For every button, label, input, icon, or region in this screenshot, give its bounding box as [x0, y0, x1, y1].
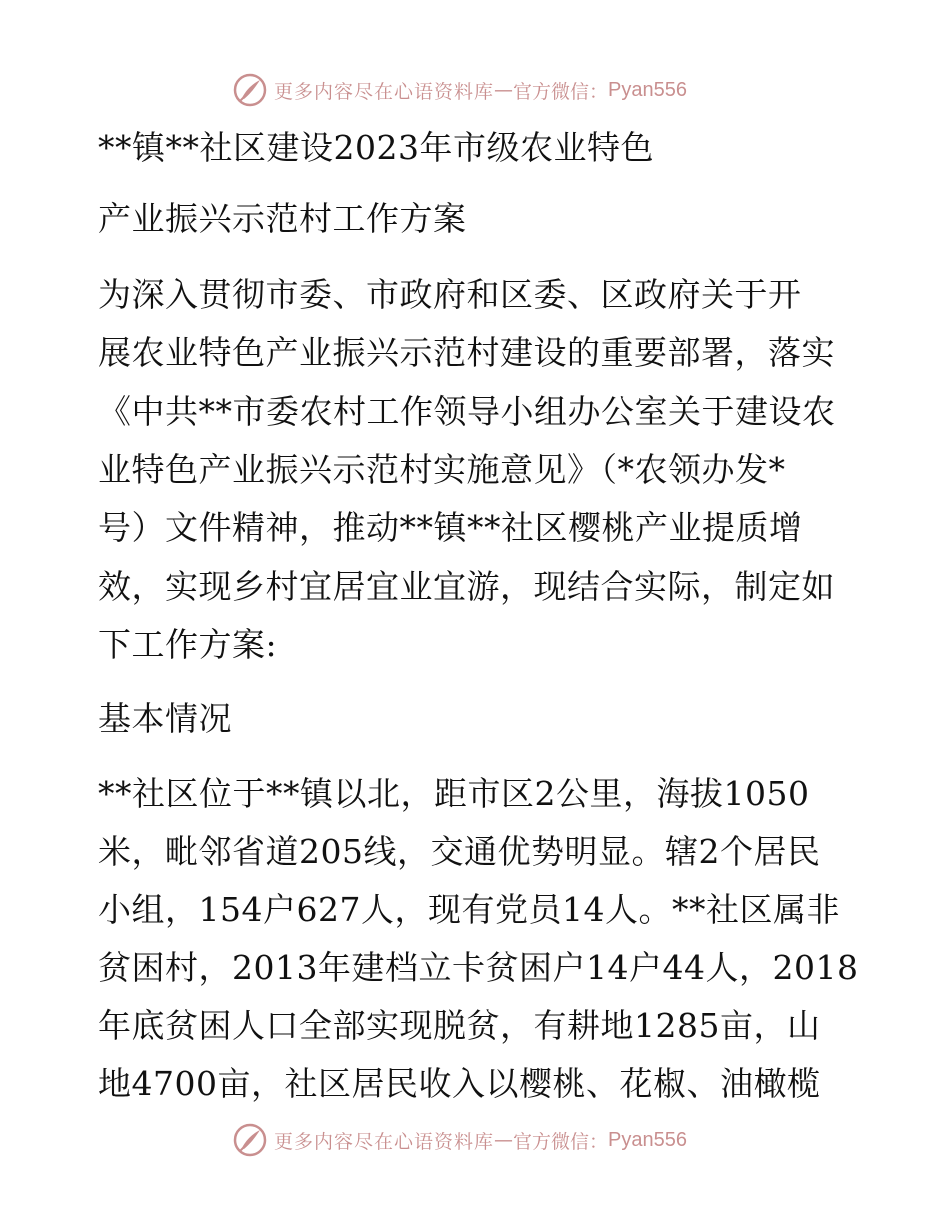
paragraph-line: 业特色产业振兴示范村实施意见》（*农领办发*	[98, 450, 786, 489]
paragraph-line: 贫困村，2013年建档立卡贫困户14户44人，2018	[98, 948, 859, 987]
watermark-label: 官方微信：	[513, 1130, 609, 1153]
watermark-separator: —	[494, 1129, 514, 1151]
paragraph-line: 展农业特色产业振兴示范村建设的重要部署，落实	[98, 333, 835, 372]
section-heading: 基本情况	[98, 699, 232, 738]
quill-logo-icon	[232, 1122, 268, 1158]
paragraph-line: 米，毗邻省道205线，交通优势明显。辖2个居民	[98, 832, 821, 871]
paragraph-line: 年底贫困人口全部实现脱贫，有耕地1285亩，山	[98, 1006, 821, 1045]
watermark-separator: —	[494, 79, 514, 101]
watermark-main-text: 更多内容尽在心语资料库	[274, 1130, 495, 1153]
paragraph-line: 为深入贯彻市委、市政府和区委、区政府关于开	[98, 275, 802, 314]
paragraph-line: 地4700亩，社区居民收入以樱桃、花椒、油橄榄	[98, 1064, 821, 1103]
paragraph-line: 《中共**市委农村工作领导小组办公室关于建设农	[98, 392, 836, 431]
watermark-footer	[232, 1120, 687, 1160]
watermark-header	[232, 70, 687, 110]
watermark-wechat-id: Pyan556	[608, 78, 687, 101]
paragraph-line: 号）文件精神，推动**镇**社区樱桃产业提质增	[98, 508, 803, 547]
paragraph-line: 下工作方案:	[98, 625, 278, 664]
paragraph-line: **社区位于**镇以北，距市区2公里，海拔1050	[98, 774, 810, 813]
watermark-main-text: 更多内容尽在心语资料库	[274, 80, 495, 103]
watermark-label: 官方微信：	[513, 80, 609, 103]
quill-logo-icon	[232, 72, 268, 108]
watermark-wechat-id: Pyan556	[608, 1128, 687, 1151]
paragraph-line: 小组，154户627人，现有党员14人。**社区属非	[98, 890, 840, 929]
document-title-line-1: **镇**社区建设2023年市级农业特色	[98, 128, 654, 167]
paragraph-line: 效，实现乡村宜居宜业宜游，现结合实际，制定如	[98, 567, 835, 606]
document-title-line-2: 产业振兴示范村工作方案	[98, 199, 467, 238]
